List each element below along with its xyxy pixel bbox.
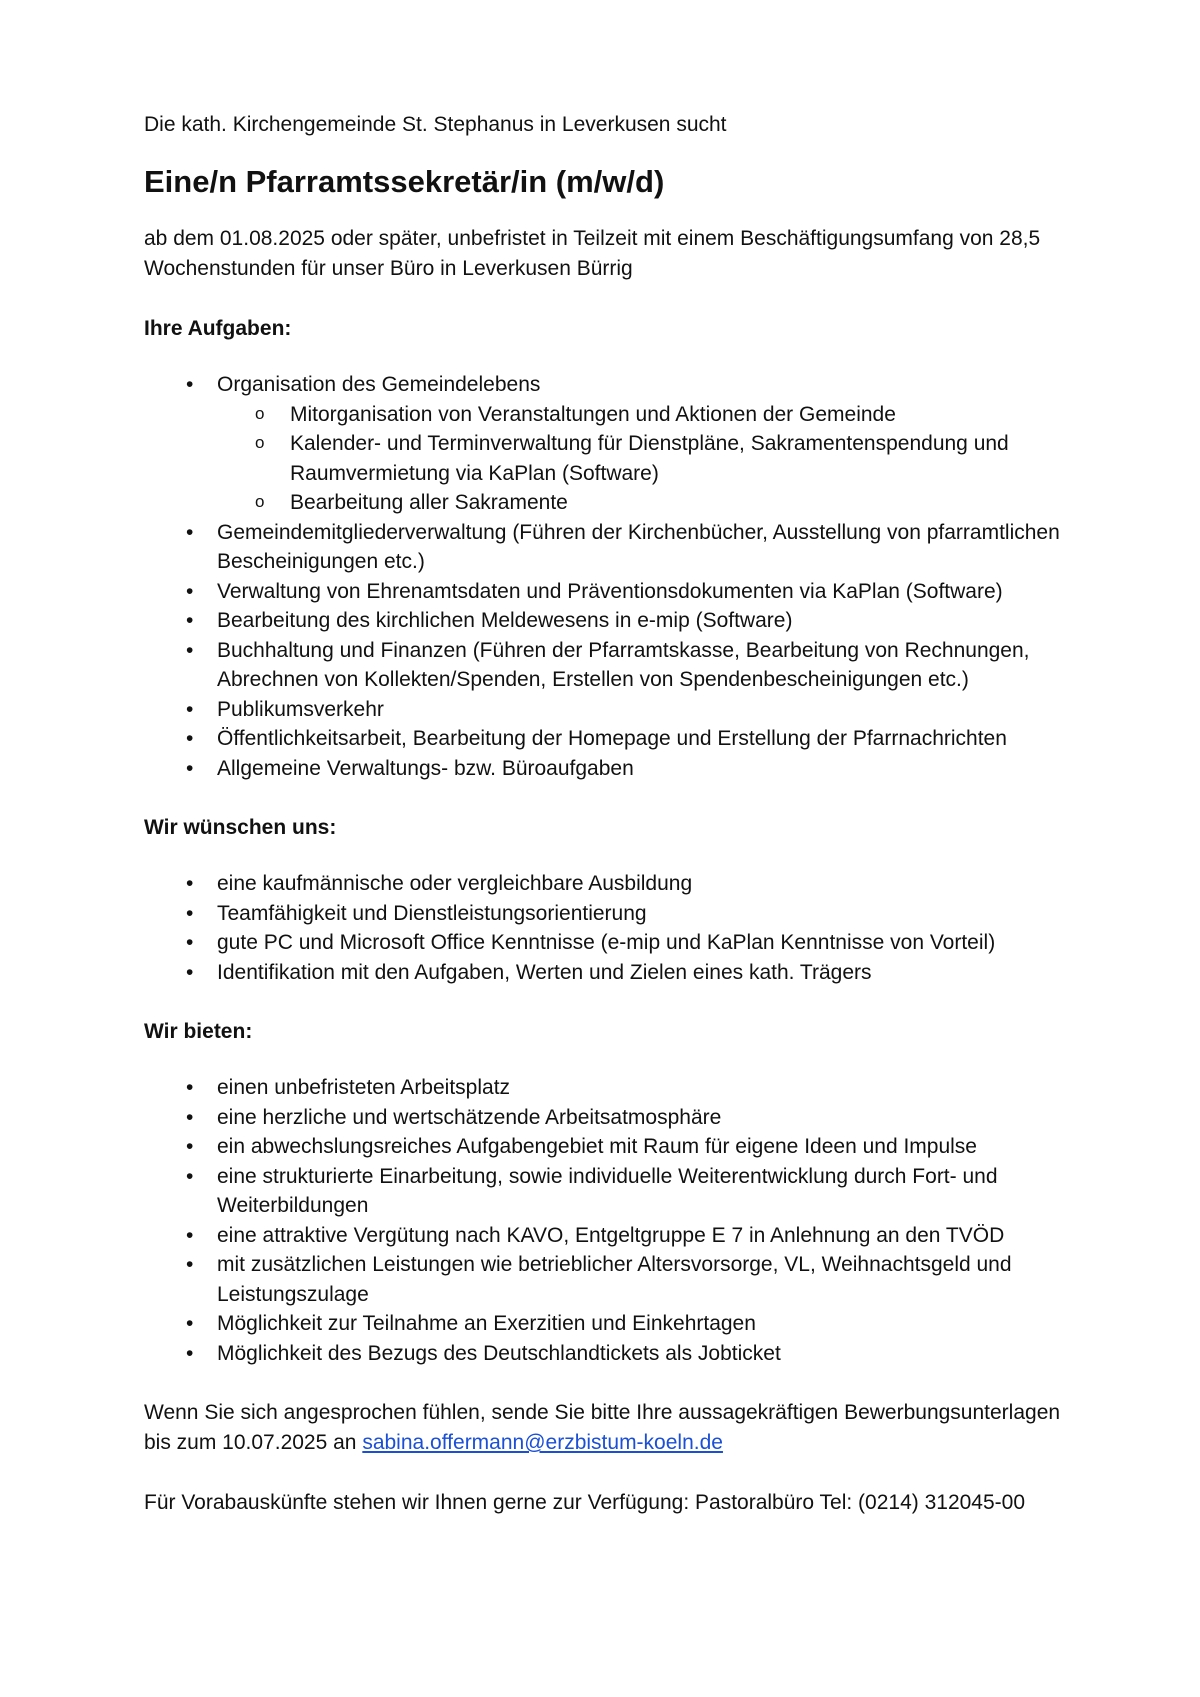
bullet-icon: • <box>186 1135 194 1158</box>
list-item-text: gute PC und Microsoft Office Kenntnisse (e-mip und KaPlan Kenntnisse von Vorteil) <box>217 931 996 954</box>
intro-text: Die kath. Kirchengemeinde St. Stephanus in Leverkusen sucht <box>144 113 727 136</box>
bullet-icon: • <box>186 960 194 984</box>
list-item <box>144 370 1084 518</box>
contact-line: Für Vorabauskünfte stehen wir Ihnen gerne zur Verfügung: Pastoralbüro Tel: (0214) 312045-00 <box>144 1491 1026 1514</box>
bullet-icon: • <box>186 872 194 895</box>
bullet-icon: • <box>186 1253 194 1276</box>
list-item-text: Verwaltung von Ehrenamtsdaten und Präventionsdokumenten via KaPlan (Software) <box>217 579 1003 603</box>
document-page <box>144 110 1084 1518</box>
bullet-icon: • <box>186 373 194 396</box>
bullet-icon: • <box>186 609 194 632</box>
tasks-sublist <box>217 400 1084 518</box>
wishes-heading: Wir wünschen uns: <box>144 816 337 839</box>
email-link[interactable]: sabina.offermann@erzbistum-koeln.de <box>362 1431 723 1454</box>
sublist-item-text: Kalender- und Terminverwaltung für Dienstpläne, Sakramentenspendung und Raumvermietung via KaPlan (Software) <box>290 432 1009 485</box>
list-item-text: ein abwechslungsreiches Aufgabengebiet mit Raum für eigene Ideen und Impulse <box>217 1135 977 1158</box>
list-item <box>144 724 1084 754</box>
list-item <box>144 1073 1084 1103</box>
offers-list <box>144 1073 1084 1368</box>
bullet-icon: • <box>186 901 194 925</box>
sublist-item-text: Mitorganisation von Veranstaltungen und Aktionen der Gemeinde <box>290 402 896 426</box>
list-item-text: Teamfähigkeit und Dienstleistungsorientierung <box>217 901 647 925</box>
list-item <box>144 1250 1084 1309</box>
application-text: Wenn Sie sich angesprochen fühlen, sende Sie bitte Ihre aussagekräftigen Bewerbungsunterlagen bis zum 10.07.2025 an <box>144 1401 1061 1454</box>
list-item-text: Gemeindemitgliederverwaltung (Führen der Kirchenbücher, Ausstellung von pfarramtlichen Bescheinigungen etc.) <box>217 520 1060 573</box>
offers-heading: Wir bieten: <box>144 1020 253 1043</box>
tasks-heading: Ihre Aufgaben: <box>144 317 292 340</box>
list-item-text: eine kaufmännische oder vergleichbare Ausbildung <box>217 872 693 895</box>
list-item-text: eine herzliche und wertschätzende Arbeitsatmosphäre <box>217 1105 722 1129</box>
circle-bullet-icon: o <box>255 403 265 423</box>
list-item-text: eine strukturierte Einarbeitung, sowie individuelle Weiterentwicklung durch Fort- und Weiterbildungen <box>217 1164 998 1217</box>
bullet-icon: • <box>186 727 194 750</box>
bullet-icon: • <box>186 1164 194 1188</box>
list-item-text: Buchhaltung und Finanzen (Führen der Pfarramtskasse, Bearbeitung von Rechnungen, Abrechnen von Kollekten/Spenden, Erstellen von Spendenbescheinigungen etc.) <box>217 638 1030 691</box>
bullet-icon: • <box>186 1105 194 1129</box>
list-item-text: einen unbefristeten Arbeitsplatz <box>217 1076 511 1099</box>
bullet-icon: • <box>186 1076 194 1099</box>
bullet-icon: • <box>186 697 194 721</box>
circle-bullet-icon: o <box>255 433 265 452</box>
list-item <box>144 928 1084 958</box>
page-title: Eine/n Pfarramtssekretär/in (m/w/d) <box>144 164 665 199</box>
sublist-item-text: Bearbeitung aller Sakramente <box>290 491 568 514</box>
list-item <box>144 899 1084 929</box>
list-item-text: Identifikation mit den Aufgaben, Werten und Zielen eines kath. Trägers <box>217 960 872 984</box>
list-item-text: Möglichkeit des Bezugs des Deutschlandtickets als Jobticket <box>217 1341 781 1365</box>
list-item <box>144 1132 1084 1162</box>
list-item <box>144 1162 1084 1221</box>
list-item-text: Möglichkeit zur Teilnahme an Exerzitien und Einkehrtagen <box>217 1312 756 1335</box>
list-item <box>144 577 1084 607</box>
wishes-list <box>144 869 1084 987</box>
bullet-icon: • <box>186 579 194 603</box>
bullet-icon: • <box>186 756 194 780</box>
sublist-item <box>217 429 1084 488</box>
list-item <box>144 636 1084 695</box>
list-item <box>144 1339 1084 1369</box>
list-item <box>144 695 1084 725</box>
list-item-text: eine attraktive Vergütung nach KAVO, Entgeltgruppe E 7 in Anlehnung an den TVÖD <box>217 1223 1005 1247</box>
list-item <box>144 1103 1084 1133</box>
list-item-text: Organisation des Gemeindelebens <box>217 373 541 396</box>
list-item-text: Bearbeitung des kirchlichen Meldewesens in e-mip (Software) <box>217 609 793 632</box>
bullet-icon: • <box>186 1223 194 1247</box>
tasks-list <box>144 370 1084 783</box>
list-item <box>144 754 1084 784</box>
sublist-item <box>217 488 1084 518</box>
list-item <box>144 1221 1084 1251</box>
circle-bullet-icon: o <box>255 492 265 511</box>
application-paragraph <box>144 1398 1084 1458</box>
list-item <box>144 958 1084 988</box>
job-subtitle: ab dem 01.08.2025 oder später, unbefristet in Teilzeit mit einem Beschäftigungsumfang von 28,5 Wochenstunden für unser Büro in Leverkusen Bürrig <box>144 227 1041 280</box>
list-item <box>144 1309 1084 1339</box>
bullet-icon: • <box>186 638 194 662</box>
list-item <box>144 606 1084 636</box>
list-item-text: mit zusätzlichen Leistungen wie betrieblicher Altersvorsorge, VL, Weihnachtsgeld und Leistungszulage <box>217 1253 1012 1306</box>
list-item-text: Publikumsverkehr <box>217 697 384 721</box>
bullet-icon: • <box>186 1312 194 1335</box>
list-item-text: Allgemeine Verwaltungs- bzw. Büroaufgaben <box>217 756 634 780</box>
list-item <box>144 518 1084 577</box>
bullet-icon: • <box>186 931 194 954</box>
bullet-icon: • <box>186 1341 194 1365</box>
list-item <box>144 869 1084 899</box>
list-item-text: Öffentlichkeitsarbeit, Bearbeitung der Homepage und Erstellung der Pfarrnachrichten <box>217 727 1007 750</box>
sublist-item <box>217 400 1084 430</box>
bullet-icon: • <box>186 520 194 544</box>
